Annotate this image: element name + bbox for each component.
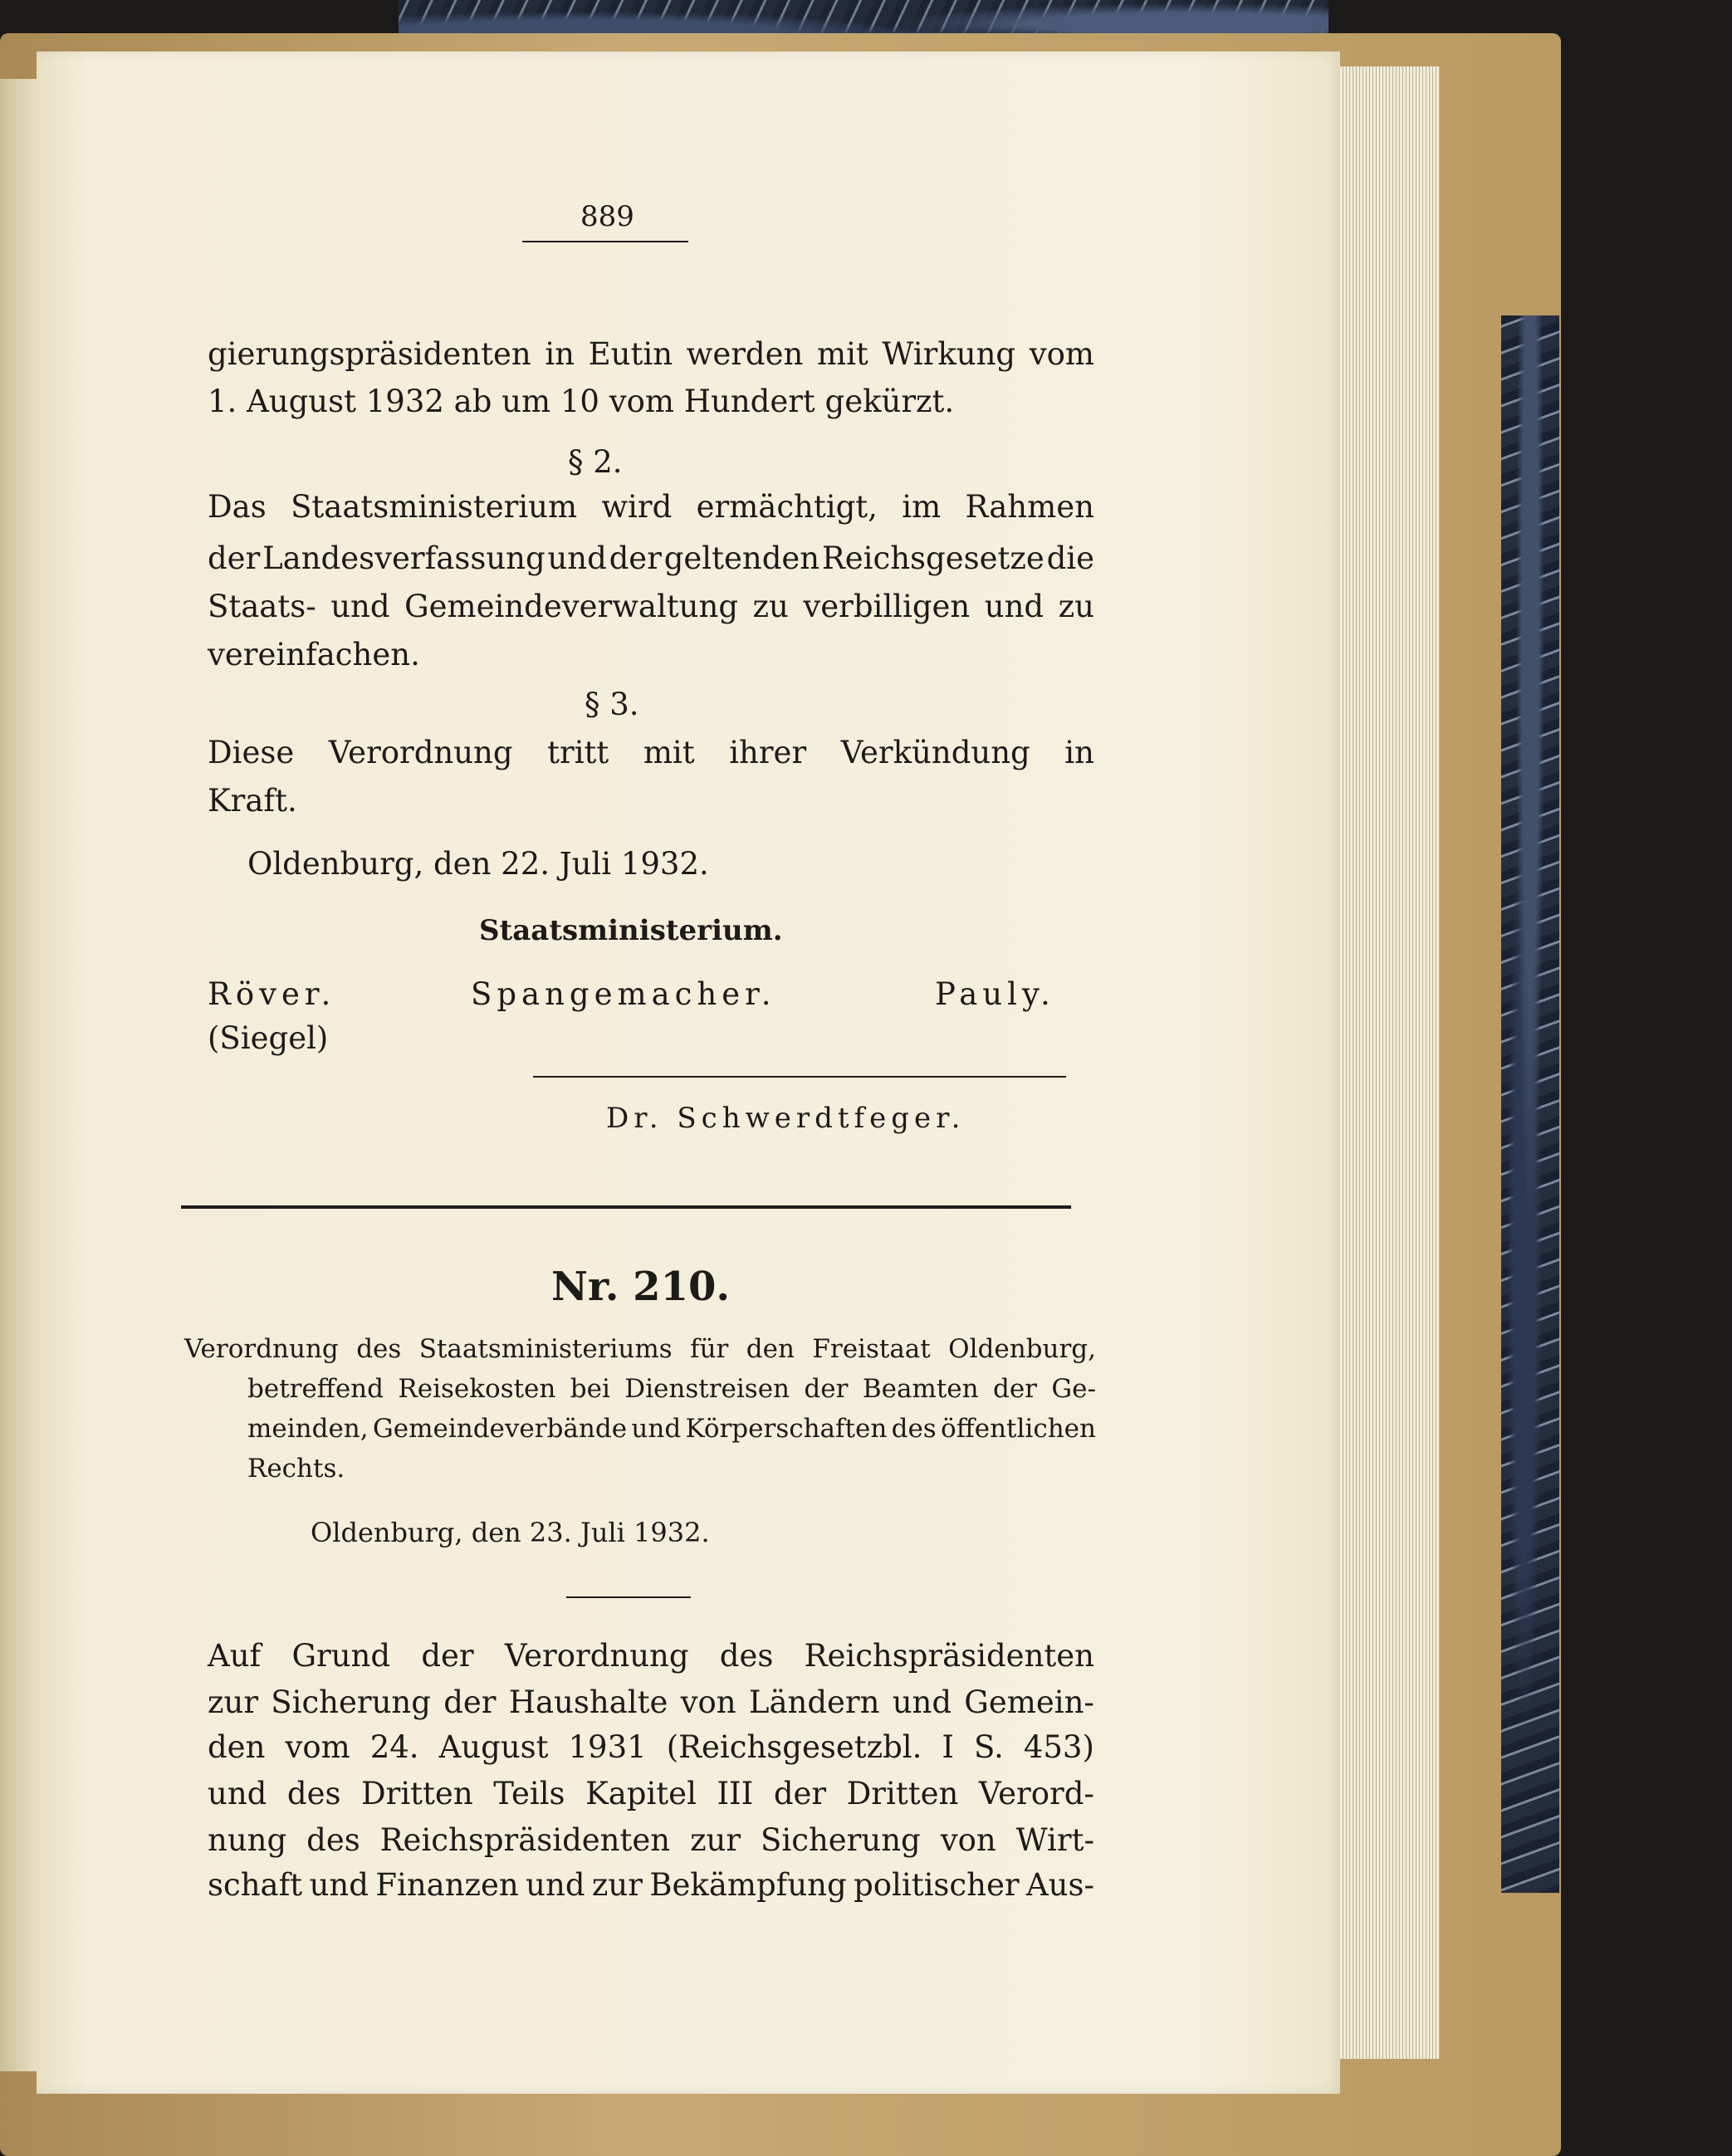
word: Diese	[208, 735, 295, 770]
word: politischer	[854, 1867, 1020, 1903]
word: vom	[1029, 336, 1094, 372]
word: Staatsministerium	[291, 489, 578, 525]
section-heading-3: § 3.	[585, 687, 639, 722]
decree-title-line-last: Rechts.	[247, 1454, 345, 1484]
word: der	[773, 1776, 827, 1811]
word: Dritten	[361, 1776, 473, 1811]
seal-note: (Siegel)	[208, 1020, 329, 1056]
word: in	[545, 336, 575, 372]
word: ermächtigt,	[696, 489, 878, 525]
word: Dritten	[846, 1776, 959, 1811]
word: werden	[686, 336, 804, 372]
text-line	[208, 591, 1094, 622]
word: von	[680, 1684, 736, 1720]
word: Gemeindeverwaltung	[404, 589, 739, 624]
signature-roever: Röver.	[208, 976, 336, 1012]
ministry-heading: Staatsministerium.	[479, 914, 783, 947]
word: der	[421, 1638, 474, 1674]
word: wird	[601, 489, 673, 525]
word: Verordnung	[184, 1334, 339, 1364]
decree-number: Nr. 210.	[551, 1264, 731, 1310]
word: der	[443, 1684, 497, 1720]
word: und	[330, 589, 390, 624]
word: Verord-	[978, 1776, 1094, 1811]
word: und	[208, 1776, 267, 1811]
word: Staatsministeriums	[418, 1334, 673, 1364]
word: öffentlichen	[941, 1414, 1096, 1444]
word: Reichspräsidenten	[379, 1822, 671, 1858]
word: (Reichsgesetzbl.	[666, 1729, 922, 1765]
word: schaft	[208, 1867, 303, 1903]
word: Landesverfassung	[262, 540, 546, 576]
word: mit	[643, 735, 695, 770]
signature-spangemacher: Spangemacher.	[471, 976, 776, 1012]
word: Gemeindeverbände	[372, 1414, 628, 1444]
text-line	[208, 489, 1094, 525]
place-date: Oldenburg, den 22. Juli 1932.	[247, 846, 709, 882]
word: Ländern	[748, 1684, 880, 1720]
word: und	[309, 1867, 369, 1903]
word: und	[526, 1867, 585, 1903]
word: den	[746, 1334, 795, 1364]
word: und	[892, 1684, 952, 1720]
word: Teils	[493, 1776, 565, 1811]
word: der	[208, 540, 261, 576]
word: Kapitel	[585, 1776, 697, 1811]
word: 453)	[1023, 1729, 1094, 1765]
section-heading-2: § 2.	[568, 444, 623, 480]
facing-page-edge	[0, 79, 37, 2071]
body-line	[208, 1822, 1094, 1858]
word: Körperschaften	[685, 1414, 888, 1444]
word: zu	[1058, 589, 1094, 624]
decree-title-line	[247, 1416, 1096, 1442]
word: zur	[591, 1867, 643, 1903]
text-line	[208, 336, 1094, 372]
signature-pauly: Pauly.	[935, 976, 1055, 1012]
decree-rule	[566, 1596, 691, 1598]
body-line	[208, 1867, 1094, 1903]
text-line-last: Kraft.	[208, 783, 297, 819]
separator-rule	[533, 1076, 1066, 1078]
decree-title-line	[247, 1376, 1096, 1402]
word: des	[286, 1776, 341, 1811]
word: Auf	[208, 1638, 262, 1674]
text-line	[208, 737, 1094, 768]
word: 24.	[369, 1729, 419, 1765]
word: zur	[690, 1822, 741, 1858]
word: August	[438, 1729, 549, 1765]
book-page	[37, 51, 1340, 2094]
body-line	[208, 1684, 1094, 1720]
word: Aus-	[1025, 1867, 1094, 1903]
word: und	[631, 1414, 682, 1444]
word: 1931	[568, 1729, 647, 1765]
decree-date: Oldenburg, den 23. Juli 1932.	[311, 1517, 710, 1548]
word: Verkündung	[840, 735, 1030, 770]
word: Verordnung	[504, 1638, 689, 1674]
word: des	[891, 1414, 937, 1444]
word: zu	[752, 589, 789, 624]
word: bei	[570, 1374, 610, 1404]
word: der	[609, 540, 662, 576]
word: des	[719, 1638, 774, 1674]
word: Wirt-	[1015, 1822, 1094, 1858]
word: S.	[974, 1729, 1004, 1765]
word: den	[208, 1729, 266, 1765]
word: und	[984, 589, 1045, 624]
word: betreffend	[247, 1374, 384, 1404]
word: für	[690, 1334, 729, 1364]
word: der	[992, 1374, 1037, 1404]
word: der	[804, 1374, 849, 1404]
word: Beamten	[862, 1374, 979, 1404]
word: des	[356, 1334, 402, 1364]
word: Finanzen	[375, 1867, 519, 1903]
decree-title-line	[184, 1334, 1096, 1364]
word: mit	[816, 336, 868, 372]
text-line	[208, 540, 1094, 576]
word: Grund	[291, 1638, 391, 1674]
word: Verordnung	[328, 735, 513, 770]
word: Haushalte	[508, 1684, 668, 1720]
word: und	[547, 540, 607, 576]
word: vom	[285, 1729, 350, 1765]
word: gierungspräsidenten	[208, 336, 531, 372]
word: Reisekosten	[398, 1374, 556, 1404]
word: Dienstreisen	[624, 1374, 790, 1404]
text-line-last: vereinfachen.	[208, 637, 420, 672]
word: Reichspräsidenten	[804, 1638, 1094, 1674]
body-line	[208, 1638, 1094, 1674]
thick-rule	[181, 1205, 1071, 1209]
word: Freistaat	[812, 1334, 931, 1364]
word: I	[942, 1729, 955, 1765]
secretary-signature: Dr. Schwerdtfeger.	[606, 1102, 966, 1135]
word: Eutin	[588, 336, 673, 372]
word: geltenden	[663, 540, 820, 576]
word: nung	[208, 1822, 287, 1858]
page-number: 889	[580, 200, 634, 233]
word: Bekämpfung	[649, 1867, 847, 1903]
word: Gemein-	[964, 1684, 1094, 1720]
word: Wirkung	[882, 336, 1016, 372]
word: Reichsgesetze	[821, 540, 1045, 576]
word: verbilligen	[803, 589, 971, 624]
word: die	[1046, 540, 1094, 576]
text-line-last: 1. August 1932 ab um 10 vom Hundert gekürzt.	[208, 384, 955, 419]
word: ihrer	[729, 735, 807, 770]
word: Sicherung	[271, 1684, 431, 1720]
header-rule	[522, 241, 688, 242]
body-line	[208, 1778, 1094, 1809]
page-edges	[1338, 66, 1440, 2059]
word: Oldenburg,	[948, 1334, 1096, 1364]
word: meinden,	[247, 1414, 369, 1444]
word: des	[306, 1822, 360, 1858]
word: Das	[208, 489, 267, 525]
word: III	[717, 1776, 754, 1811]
word: von	[940, 1822, 996, 1858]
word: zur	[208, 1684, 259, 1720]
word: Ge-	[1051, 1374, 1096, 1404]
word: Sicherung	[761, 1822, 921, 1858]
word: Staats-	[208, 589, 316, 624]
word: in	[1064, 735, 1094, 770]
word: im	[902, 489, 942, 525]
word: tritt	[547, 735, 609, 770]
marbled-board-side	[1501, 315, 1559, 1893]
word: Rahmen	[965, 489, 1094, 525]
body-line	[208, 1729, 1094, 1765]
